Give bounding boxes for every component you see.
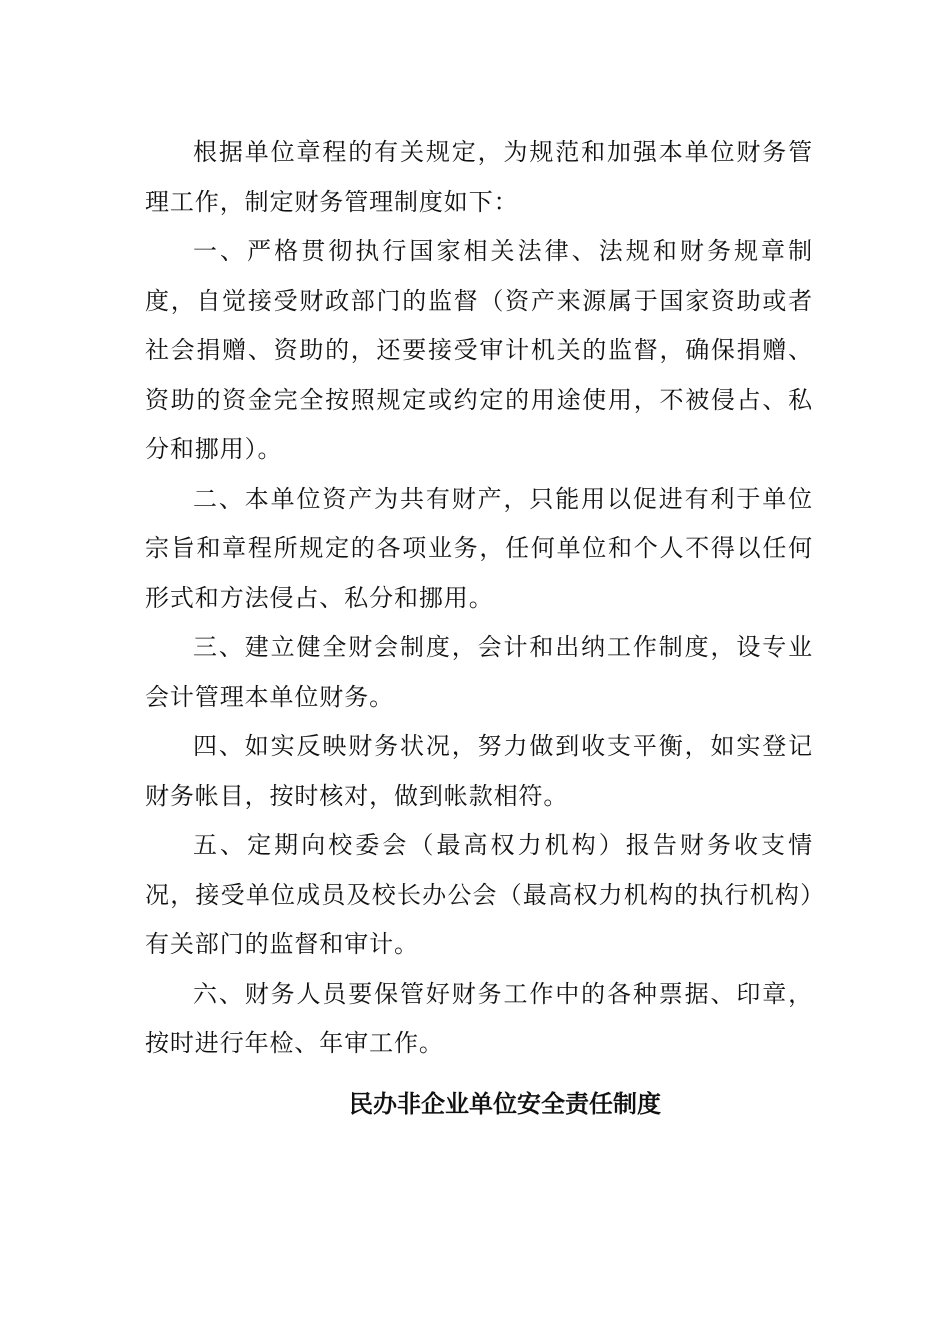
clause-5-paragraph: 五、定期向校委会（最高权力机构）报告财务收支情况，接受单位成员及校长办公会（最高权力机构的执行机构）有关部门的监督和审计。	[145, 831, 813, 958]
clause-4-paragraph: 四、如实反映财务状况，努力做到收支平衡，如实登记财务帐目，按时核对，做到帐款相符。	[145, 732, 813, 810]
clause-2-paragraph: 二、本单位资产为共有财产，只能用以促进有利于单位宗旨和章程所规定的各项业务，任何单位和个人不得以任何形式和方法侵占、私分和挪用。	[145, 484, 813, 612]
clause-6-paragraph: 六、财务人员要保管好财务工作中的各种票据、印章，按时进行年检、年审工作。	[145, 979, 813, 1057]
clause-3-paragraph: 三、建立健全财会制度，会计和出纳工作制度，设专业会计管理本单位财务。	[145, 633, 813, 711]
section-title: 民办非企业单位安全责任制度	[349, 1090, 661, 1118]
document-body	[145, 128, 813, 1069]
intro-paragraph: 根据单位章程的有关规定，为规范和加强本单位财务管理工作，制定财务管理制度如下：	[145, 138, 813, 216]
clause-1-paragraph: 一、严格贯彻执行国家相关法律、法规和财务规章制度，自觉接受财政部门的监督（资产来源属于国家资助或者社会捐赠、资助的，还要接受审计机关的监督，确保捐赠、资助的资金完全按照规定或约定的用途使用，不被侵占、私分和挪用）。	[145, 237, 813, 463]
